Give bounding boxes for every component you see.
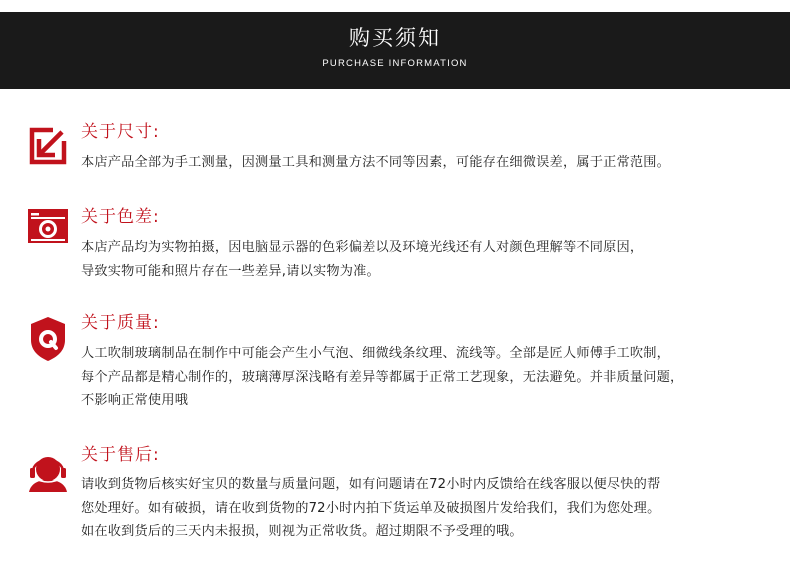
quality-shield-icon [27, 316, 69, 362]
body-line: 请收到货物后核实好宝贝的数量与质量问题，如有问题请在72小时内反馈给在线客服以便尽快的帮 [81, 477, 661, 492]
body-line: 不影响正常使用哦 [81, 393, 189, 408]
section-title: 关于质量: [81, 313, 160, 333]
section-title: 关于尺寸: [81, 122, 160, 142]
body-line: 本店产品均为实物拍摄，因电脑显示器的色彩偏差以及环境光线还有人对颜色理解等不同原因， [81, 240, 644, 255]
body-line: 人工吹制玻璃制品在制作中可能会产生小气泡、细微线条纹理、流线等。全部是匠人师傅手工吹制， [81, 346, 671, 361]
section-title: 关于售后: [81, 445, 160, 465]
section-body [81, 473, 660, 544]
customer-service-icon [27, 448, 69, 492]
body-line: 本店产品全部为手工测量，因测量工具和测量方法不同等因素，可能存在细微误差，属于正常范围。 [81, 155, 671, 170]
section-body [81, 236, 643, 283]
section-body [81, 342, 683, 413]
page-subtitle: PURCHASE INFORMATION [322, 58, 468, 69]
resize-arrow-icon [27, 125, 69, 167]
header-banner [0, 12, 790, 89]
body-line: 如在收到货后的三天内未报损，则视为正常收货。超过期限不予受理的哦。 [81, 524, 523, 539]
camera-icon [27, 208, 69, 244]
page-title: 购买须知 [349, 26, 441, 50]
section-title: 关于色差: [81, 207, 160, 227]
body-line: 导致实物可能和照片存在一些差异,请以实物为准。 [81, 263, 380, 279]
body-line: 每个产品都是精心制作的，玻璃薄厚深浅略有差异等都属于正常工艺现象，无法避免。并非质量问题， [81, 369, 684, 385]
section-body [81, 151, 670, 175]
body-line: 您处理好。如有破损，请在收到货物的72小时内拍下货运单及破损图片发给我们，我们为您处理。 [81, 500, 661, 516]
